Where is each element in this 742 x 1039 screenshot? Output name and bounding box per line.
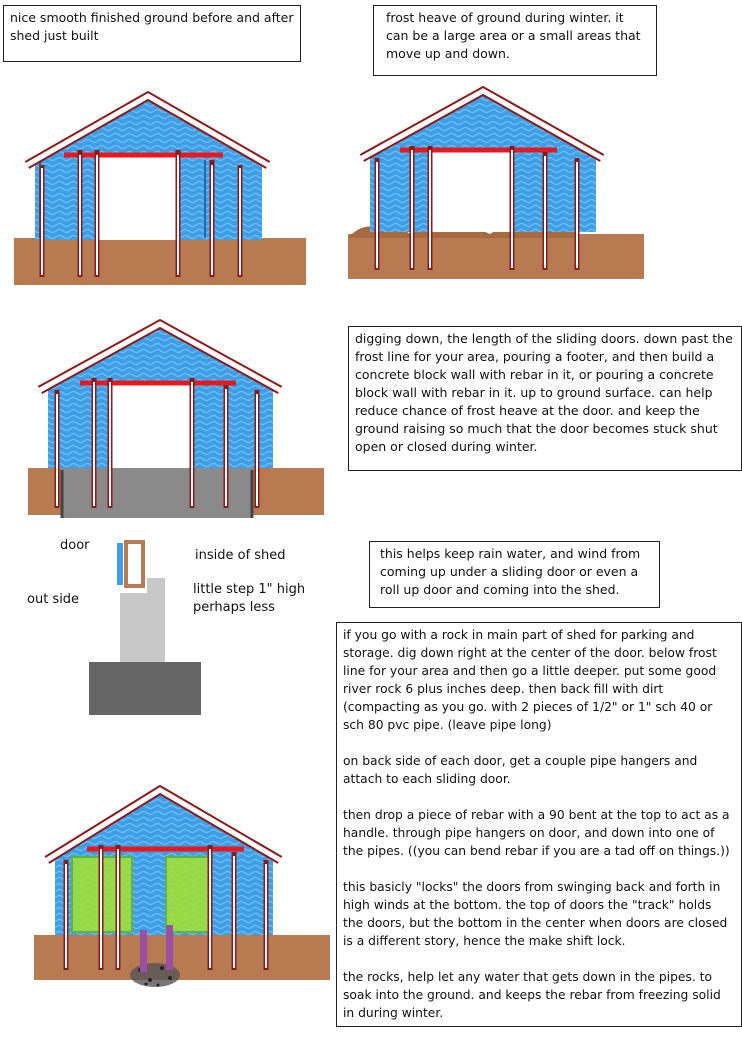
ground-heaved — [348, 234, 644, 279]
door-symbol-brown — [126, 542, 143, 586]
shed-pipe-lock — [34, 790, 330, 987]
label-door: door — [60, 538, 90, 553]
note-smooth-ground: nice smooth finished ground before and after shed just built — [3, 5, 301, 62]
shed-with-footer — [28, 324, 324, 518]
sliding-door-right — [166, 857, 210, 932]
label-little-step: little step 1" high perhaps less — [193, 582, 306, 615]
note-frost-heave: frost heave of ground during winter. it can be a large area or a small areas that move up and down. — [373, 5, 657, 76]
label-out-side: out side — [27, 592, 80, 607]
note-pipe-lock: if you go with a rock in main part of shed for parking and storage. dig down right at the center of the door. below frost line for your area and then go a little deeper. put some good river rock 6 plus inches deep. then back fill with dirt (compacting as you go. with 2 pieces of 1/2" or 1" sch 40 or sch 80 pvc pipe. (leave pipe long) on back side of each door, get a couple pipe hangers and attach to each sliding door. then drop a piece of rebar with a 90 bent at the top to act as a handle. through pipe hangers on door, and down into one of the pipes. ((you can bend rebar if you are a tad off on things.)) this basicly "locks" the doors from swinging back and forth in high winds at the bottom. the top of doors the "track" holds the doors, but the bottom in the center when doors are closed is a different story, hence the make shift lock. the rocks, help let any water that gets down in the pipes. to soak into the ground. and keeps the rebar from freezing solid in during winter. — [336, 622, 742, 1027]
ground-smooth — [14, 238, 306, 285]
shed-frost-heave — [348, 91, 644, 279]
door-opening — [97, 155, 177, 240]
concrete-step — [120, 578, 165, 664]
note-footer: digging down, the length of the sliding doors. down past the frost line for your area, pouring a footer, and then build a concrete block wall with rebar in it, or pouring a concrete block wall with rebar in it. up to ground surface. can help reduce chance of frost heave at the door. and keep the ground raising so much that the door becomes stuck shut open or closed during winter. — [348, 326, 742, 471]
pvc-pipe-right — [166, 925, 173, 970]
footer-block — [89, 662, 201, 715]
door-symbol-blue — [117, 543, 123, 585]
step-cross-section — [89, 542, 201, 715]
label-inside-of-shed: inside of shed — [195, 548, 286, 563]
pvc-pipe-left — [140, 930, 147, 972]
note-rain-wind: this helps keep rain water, and wind from coming up under a sliding door or even a roll up door and coming into the shed. — [369, 541, 660, 608]
shed-before — [14, 96, 306, 285]
